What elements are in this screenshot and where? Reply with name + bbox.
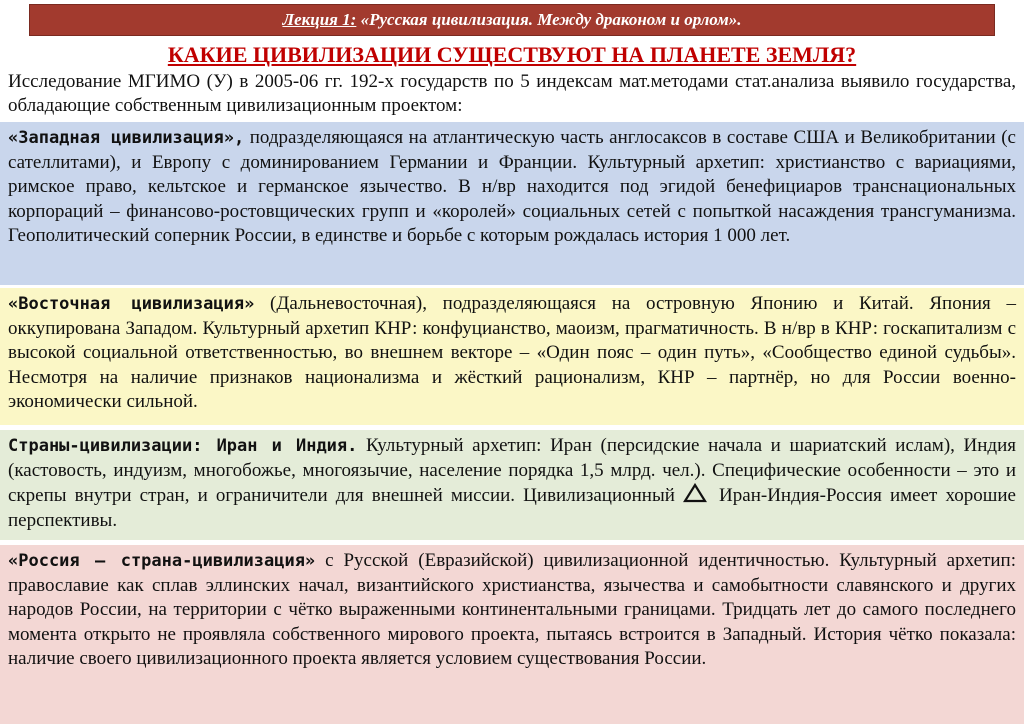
section-western-civilization bbox=[0, 122, 1024, 285]
section-text: подразделяющаяся на атлантическую часть англосаксов в составе США и Великобритании (с сателлитами), и Европу с доминированием Германии и Франции. Культурный архетип: христианство с вариациями, римское право, кельтское и германское язычество. В н/вр находится под эгидой бенефициаров транснациональных корпораций – финансово-ростовщических групп и «королей» социальных сетей с попыткой насаждения трансгуманизма. Геополитический соперник России, в единстве и борьбе с которым рождалась история 1 000 лет. bbox=[8, 127, 1016, 246]
section-title: «Западная цивилизация», bbox=[8, 128, 245, 148]
page-title: КАКИЕ ЦИВИЛИЗАЦИИ СУЩЕСТВУЮТ НА ПЛАНЕТЕ ЗЕМЛЯ? bbox=[167, 42, 857, 67]
section-text-after: Иран-Индия-Россия имеет хорошие перспективы. bbox=[8, 485, 1016, 531]
section-title: «Восточная цивилизация» bbox=[8, 294, 255, 314]
lecture-banner-box bbox=[29, 4, 995, 36]
section-title: «Россия – страна-цивилизация» bbox=[8, 551, 316, 571]
lecture-label: Лекция 1: bbox=[282, 10, 357, 29]
section-text: (Дальневосточная), подразделяющаяся на островную Японию и Китай. Япония – оккупирована Западом. Культурный архетип КНР: конфуцианство, маоизм, прагматичность. В н/вр в КНР: госкапитализм с высокой социальной ответственностью, во внешнем векторе – «Один пояс – один путь», «Сообщество единой судьбы». Несмотря на наличие признаков национализма и жёсткий рационализм, КНР – партнёр, но для России военно-экономически сильной. bbox=[8, 293, 1016, 412]
section-russia bbox=[0, 545, 1024, 724]
section-text: с Русской (Евразийской) цивилизационной идентичностью. Культурный архетип: православие как сплав эллинских начал, византийского христианства, язычества и самобытности славянского и других народов России, на территории с чётко выраженными континентальными границами. Тридцать лет до самого последнего момента открыто не проявляла собственного мирового проекта, пытаясь встроится в Западный. История чётко показала: наличие своего цивилизационного проекта является условием существования России. bbox=[8, 550, 1016, 669]
triangle-icon bbox=[683, 483, 707, 503]
section-text: Культурный архетип: Иран (персидские начала и шариатский ислам), Индия (кастовость, индуизм, многобожье, многоязычие, население порядка 1,5 млрд. чел.). Специфические особенности – это и скрепы внутри стран, и ограничители для внешней миссии. Цивилизационный bbox=[8, 435, 1016, 506]
section-eastern-civilization bbox=[0, 288, 1024, 425]
lecture-banner bbox=[0, 0, 1024, 40]
lecture-title: «Русская цивилизация. Между драконом и орлом». bbox=[356, 10, 742, 29]
section-iran-india bbox=[0, 430, 1024, 540]
intro-paragraph: Исследование МГИМО (У) в 2005-06 гг. 192-х государств по 5 индексам мат.методами стат.анализа выявило государства, обладающие собственным цивилизационным проектом: bbox=[8, 71, 1016, 116]
section-title: Страны-цивилизации: Иран и Индия. bbox=[8, 436, 358, 456]
